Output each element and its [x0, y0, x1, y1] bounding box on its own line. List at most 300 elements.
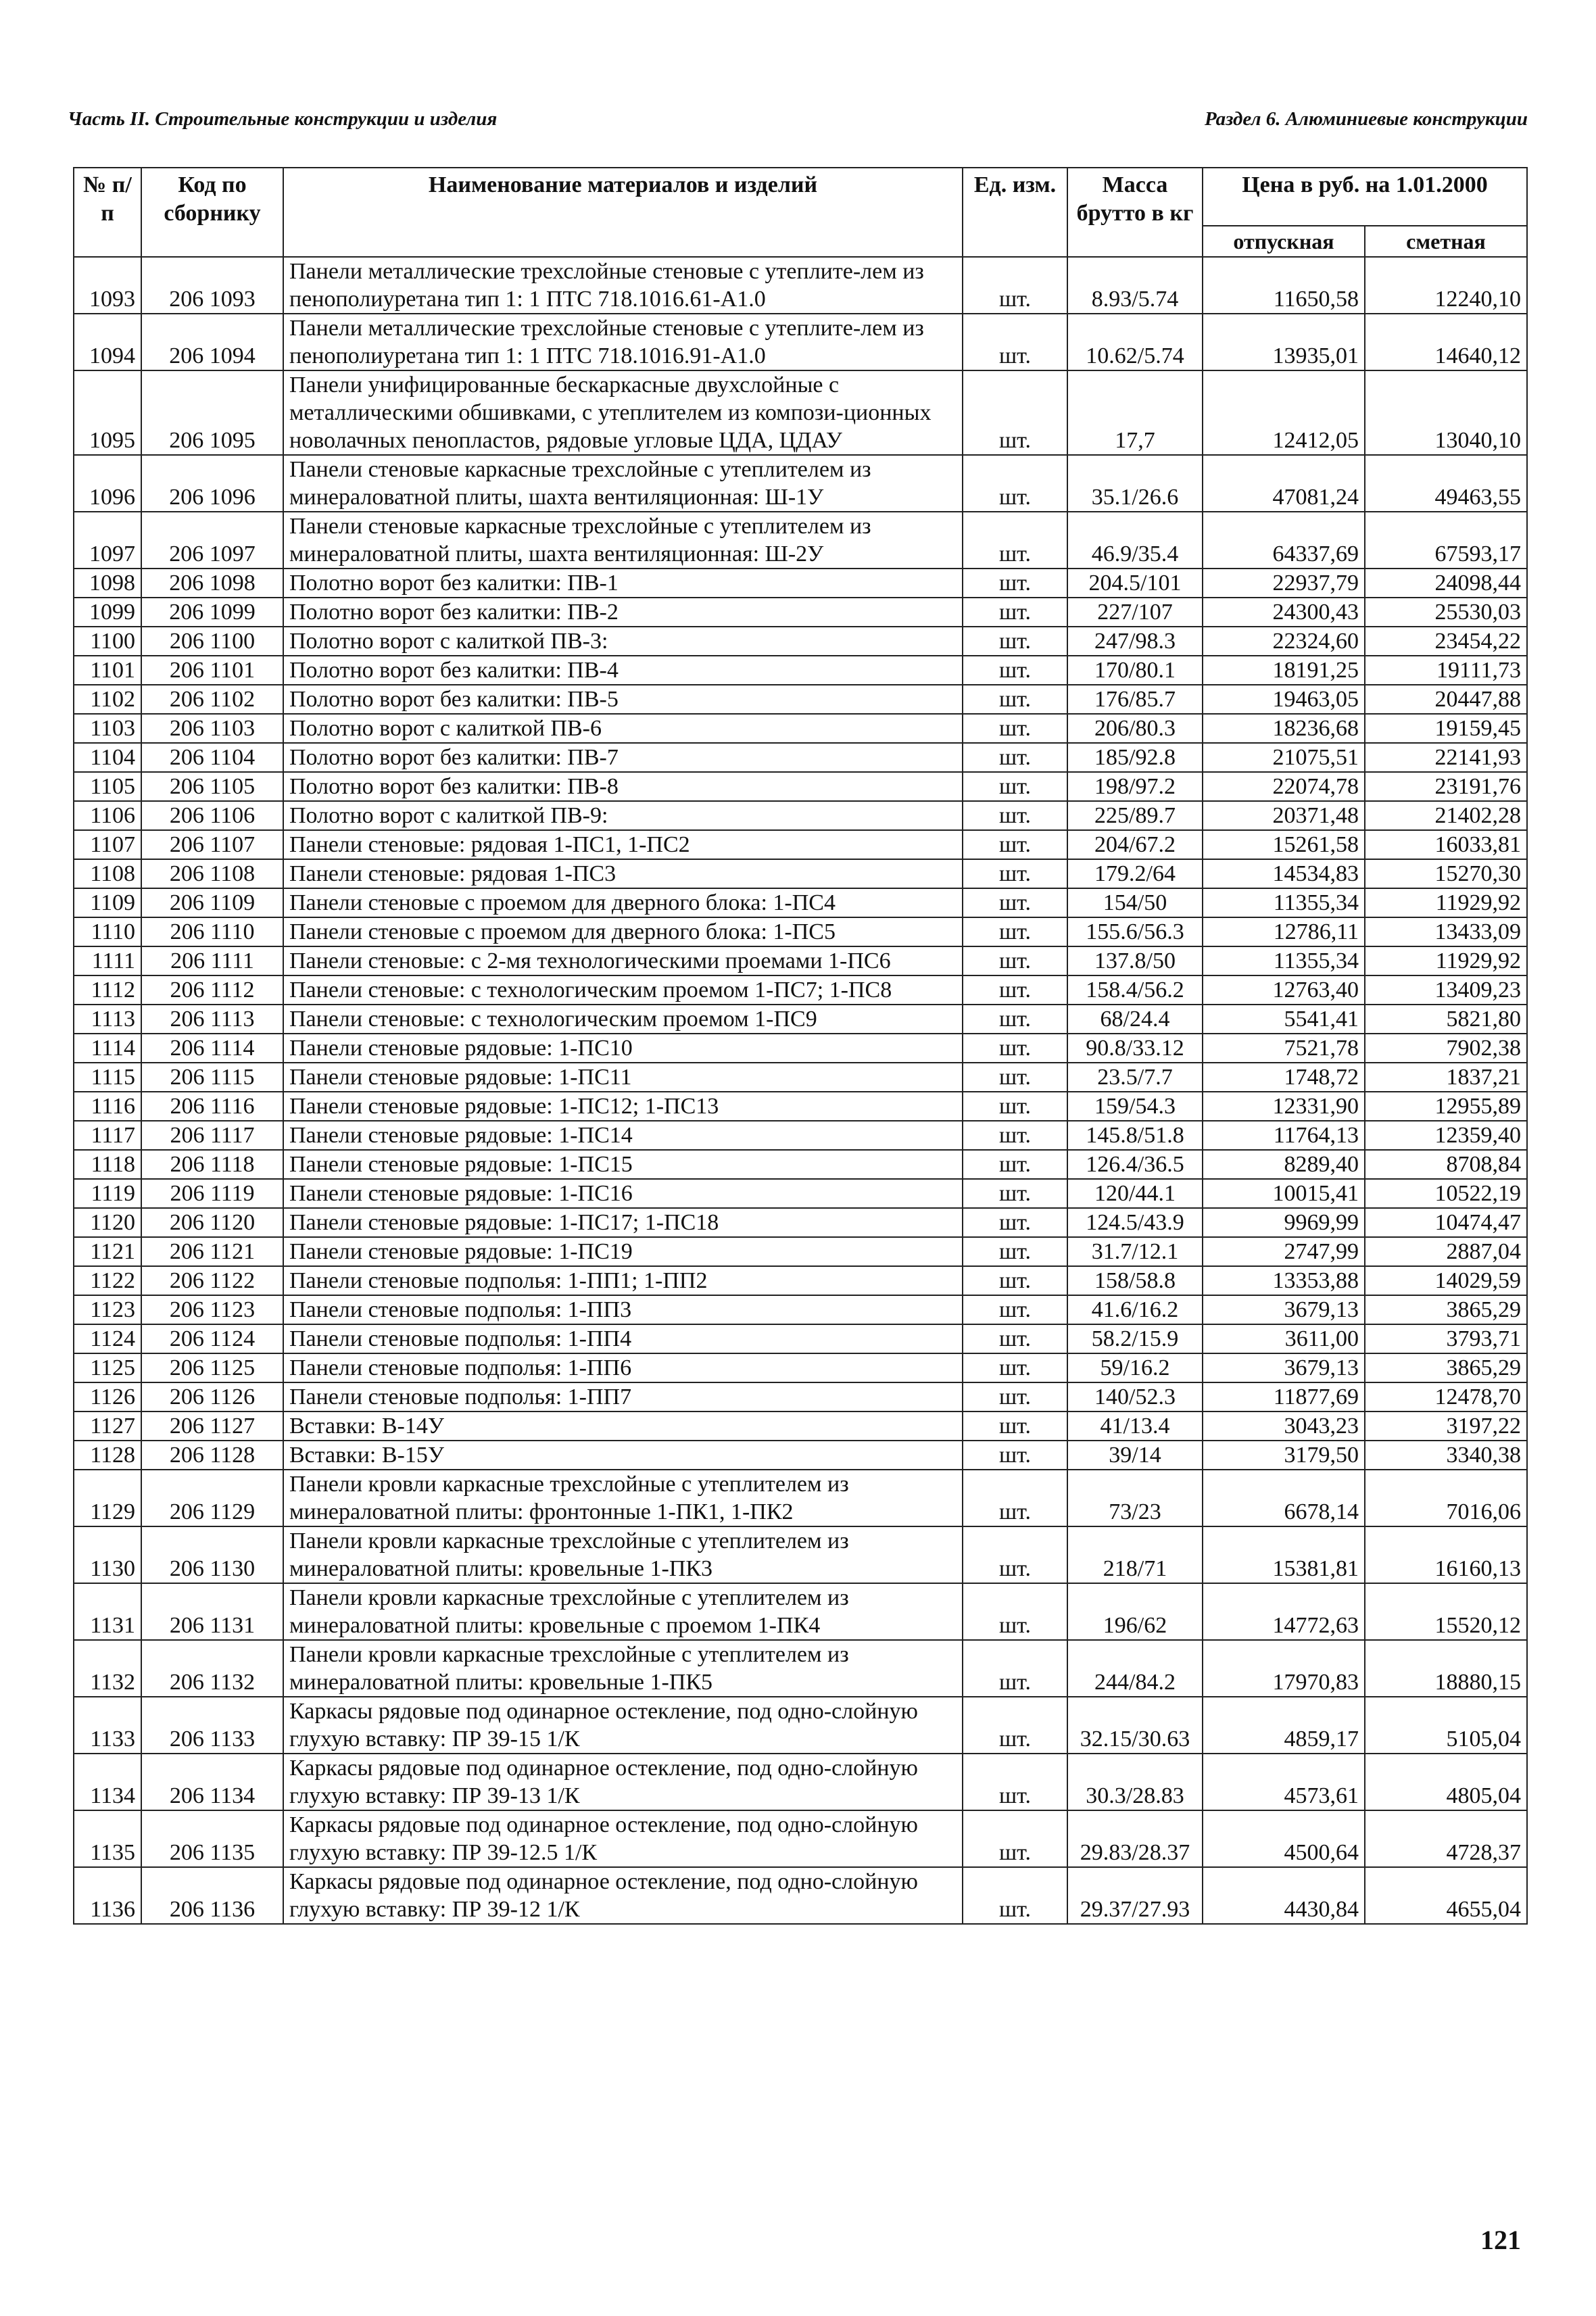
table-row [74, 1324, 1527, 1353]
cell-code: 206 1126 [141, 1382, 283, 1412]
cell-mass: 35.1/26.6 [1067, 455, 1203, 512]
cell-price-estimate: 12359,40 [1365, 1121, 1527, 1150]
cell-price-estimate: 7016,06 [1365, 1470, 1527, 1526]
cell-unit: шт. [963, 1353, 1067, 1382]
cell-num: 1120 [74, 1208, 141, 1237]
cell-unit: шт. [963, 1150, 1067, 1179]
cell-price-estimate: 20447,88 [1365, 685, 1527, 714]
cell-unit: шт. [963, 1754, 1067, 1810]
cell-mass: 244/84.2 [1067, 1640, 1203, 1697]
cell-price-estimate: 8708,84 [1365, 1150, 1527, 1179]
cell-unit: шт. [963, 1441, 1067, 1470]
cell-unit: шт. [963, 512, 1067, 569]
cell-mass: 41/13.4 [1067, 1412, 1203, 1441]
cell-name: Панели стеновые рядовые: 1-ПС10 [283, 1034, 963, 1063]
table-row [74, 859, 1527, 888]
cell-name: Панели стеновые: рядовая 1-ПС3 [283, 859, 963, 888]
cell-num: 1126 [74, 1382, 141, 1412]
cell-price-release: 12412,05 [1203, 370, 1365, 455]
cell-num: 1130 [74, 1526, 141, 1583]
cell-num: 1096 [74, 455, 141, 512]
cell-price-estimate: 3865,29 [1365, 1353, 1527, 1382]
cell-code: 206 1097 [141, 512, 283, 569]
cell-price-release: 11355,34 [1203, 946, 1365, 975]
table-row [74, 1697, 1527, 1754]
table-row [74, 946, 1527, 975]
cell-price-release: 13935,01 [1203, 314, 1365, 370]
table-row [74, 685, 1527, 714]
cell-num: 1102 [74, 685, 141, 714]
cell-name: Панели стеновые рядовые: 1-ПС11 [283, 1063, 963, 1092]
cell-price-release: 3679,13 [1203, 1295, 1365, 1324]
cell-price-estimate: 13409,23 [1365, 975, 1527, 1005]
cell-code: 206 1131 [141, 1583, 283, 1640]
table-row [74, 801, 1527, 830]
cell-price-estimate: 3793,71 [1365, 1324, 1527, 1353]
cell-code: 206 1127 [141, 1412, 283, 1441]
cell-code: 206 1119 [141, 1179, 283, 1208]
cell-unit: шт. [963, 830, 1067, 859]
cell-mass: 29.83/28.37 [1067, 1810, 1203, 1867]
cell-name: Панели стеновые каркасные трехслойные с утеплителем из минераловатной плиты, шахта вентиляционная: Ш-1У [283, 455, 963, 512]
cell-mass: 204/67.2 [1067, 830, 1203, 859]
cell-price-estimate: 10474,47 [1365, 1208, 1527, 1237]
col-header-price: Цена в руб. на 1.01.2000 [1203, 168, 1527, 226]
cell-name: Полотно ворот с калиткой ПВ-3: [283, 627, 963, 656]
cell-price-release: 18191,25 [1203, 656, 1365, 685]
cell-price-estimate: 21402,28 [1365, 801, 1527, 830]
cell-code: 206 1107 [141, 830, 283, 859]
table-row [74, 1208, 1527, 1237]
cell-unit: шт. [963, 801, 1067, 830]
cell-price-estimate: 19111,73 [1365, 656, 1527, 685]
cell-mass: 41.6/16.2 [1067, 1295, 1203, 1324]
cell-unit: шт. [963, 714, 1067, 743]
cell-price-estimate: 16033,81 [1365, 830, 1527, 859]
cell-num: 1116 [74, 1092, 141, 1121]
cell-price-release: 11355,34 [1203, 888, 1365, 917]
cell-price-estimate: 12240,10 [1365, 257, 1527, 314]
running-header [68, 108, 1528, 142]
cell-price-estimate: 15520,12 [1365, 1583, 1527, 1640]
cell-mass: 124.5/43.9 [1067, 1208, 1203, 1237]
cell-mass: 198/97.2 [1067, 772, 1203, 801]
table-row [74, 917, 1527, 946]
cell-mass: 68/24.4 [1067, 1005, 1203, 1034]
cell-price-estimate: 14640,12 [1365, 314, 1527, 370]
cell-num: 1107 [74, 830, 141, 859]
cell-name: Панели стеновые подполья: 1-ПП3 [283, 1295, 963, 1324]
cell-price-release: 1748,72 [1203, 1063, 1365, 1092]
cell-mass: 227/107 [1067, 598, 1203, 627]
cell-code: 206 1106 [141, 801, 283, 830]
cell-name: Панели стеновые каркасные трехслойные с утеплителем из минераловатной плиты, шахта вентиляционная: Ш-2У [283, 512, 963, 569]
cell-unit: шт. [963, 685, 1067, 714]
cell-mass: 159/54.3 [1067, 1092, 1203, 1121]
cell-price-estimate: 13433,09 [1365, 917, 1527, 946]
cell-num: 1114 [74, 1034, 141, 1063]
cell-price-release: 4430,84 [1203, 1867, 1365, 1924]
cell-mass: 218/71 [1067, 1526, 1203, 1583]
cell-price-estimate: 14029,59 [1365, 1266, 1527, 1295]
cell-name: Панели кровли каркасные трехслойные с утеплителем из минераловатной плиты: кровельные 1-ПК3 [283, 1526, 963, 1583]
table-row [74, 1412, 1527, 1441]
cell-code: 206 1136 [141, 1867, 283, 1924]
cell-num: 1103 [74, 714, 141, 743]
cell-name: Полотно ворот с калиткой ПВ-6 [283, 714, 963, 743]
cell-num: 1119 [74, 1179, 141, 1208]
cell-unit: шт. [963, 314, 1067, 370]
cell-unit: шт. [963, 1237, 1067, 1266]
cell-code: 206 1133 [141, 1697, 283, 1754]
table-row [74, 1382, 1527, 1412]
cell-price-release: 12763,40 [1203, 975, 1365, 1005]
table-row [74, 455, 1527, 512]
cell-num: 1106 [74, 801, 141, 830]
cell-mass: 185/92.8 [1067, 743, 1203, 772]
cell-mass: 59/16.2 [1067, 1353, 1203, 1382]
cell-mass: 30.3/28.83 [1067, 1754, 1203, 1810]
cell-num: 1100 [74, 627, 141, 656]
table-row [74, 888, 1527, 917]
cell-unit: шт. [963, 1583, 1067, 1640]
cell-unit: шт. [963, 888, 1067, 917]
header-section-title: Раздел 6. Алюминиевые конструкции [1205, 108, 1528, 130]
cell-code: 206 1109 [141, 888, 283, 917]
cell-code: 206 1115 [141, 1063, 283, 1092]
cell-code: 206 1101 [141, 656, 283, 685]
table-row [74, 627, 1527, 656]
cell-mass: 126.4/36.5 [1067, 1150, 1203, 1179]
cell-name: Панели стеновые с проемом для дверного блока: 1-ПС4 [283, 888, 963, 917]
table-row [74, 1441, 1527, 1470]
cell-code: 206 1108 [141, 859, 283, 888]
cell-price-release: 12331,90 [1203, 1092, 1365, 1121]
cell-price-release: 3043,23 [1203, 1412, 1365, 1441]
cell-price-estimate: 1837,21 [1365, 1063, 1527, 1092]
cell-code: 206 1111 [141, 946, 283, 975]
cell-name: Вставки: В-14У [283, 1412, 963, 1441]
cell-unit: шт. [963, 859, 1067, 888]
cell-name: Полотно ворот без калитки: ПВ-2 [283, 598, 963, 627]
cell-unit: шт. [963, 257, 1067, 314]
cell-code: 206 1121 [141, 1237, 283, 1266]
cell-code: 206 1118 [141, 1150, 283, 1179]
cell-price-release: 3179,50 [1203, 1441, 1365, 1470]
cell-num: 1121 [74, 1237, 141, 1266]
cell-num: 1136 [74, 1867, 141, 1924]
cell-code: 206 1125 [141, 1353, 283, 1382]
cell-price-release: 12786,11 [1203, 917, 1365, 946]
cell-mass: 29.37/27.93 [1067, 1867, 1203, 1924]
cell-name: Панели стеновые рядовые: 1-ПС15 [283, 1150, 963, 1179]
cell-unit: шт. [963, 1063, 1067, 1092]
cell-name: Панели стеновые рядовые: 1-ПС16 [283, 1179, 963, 1208]
cell-price-release: 14772,63 [1203, 1583, 1365, 1640]
table-row [74, 1179, 1527, 1208]
table-row [74, 656, 1527, 685]
cell-price-estimate: 49463,55 [1365, 455, 1527, 512]
cell-unit: шт. [963, 1324, 1067, 1353]
table-row [74, 1295, 1527, 1324]
cell-mass: 155.6/56.3 [1067, 917, 1203, 946]
cell-price-estimate: 10522,19 [1365, 1179, 1527, 1208]
cell-unit: шт. [963, 917, 1067, 946]
cell-unit: шт. [963, 1697, 1067, 1754]
cell-code: 206 1103 [141, 714, 283, 743]
cell-mass: 140/52.3 [1067, 1382, 1203, 1412]
cell-num: 1104 [74, 743, 141, 772]
cell-code: 206 1124 [141, 1324, 283, 1353]
cell-price-release: 4859,17 [1203, 1697, 1365, 1754]
cell-code: 206 1132 [141, 1640, 283, 1697]
cell-unit: шт. [963, 1382, 1067, 1412]
cell-mass: 90.8/33.12 [1067, 1034, 1203, 1063]
cell-code: 206 1117 [141, 1121, 283, 1150]
cell-name: Панели унифицированные бескаркасные двухслойные с металлическими обшивками, с утеплителем из компози-ционных новолачных пенопластов, рядовые угловые ЦДА, ЦДАУ [283, 370, 963, 455]
cell-price-release: 11764,13 [1203, 1121, 1365, 1150]
cell-num: 1097 [74, 512, 141, 569]
table-row [74, 714, 1527, 743]
cell-unit: шт. [963, 656, 1067, 685]
cell-code: 206 1100 [141, 627, 283, 656]
cell-code: 206 1120 [141, 1208, 283, 1237]
table-row [74, 1121, 1527, 1150]
cell-price-estimate: 11929,92 [1365, 888, 1527, 917]
table-row [74, 975, 1527, 1005]
cell-price-estimate: 11929,92 [1365, 946, 1527, 975]
cell-unit: шт. [963, 772, 1067, 801]
cell-unit: шт. [963, 1412, 1067, 1441]
cell-name: Панели стеновые подполья: 1-ПП6 [283, 1353, 963, 1382]
table-row [74, 1237, 1527, 1266]
table-row [74, 1005, 1527, 1034]
cell-code: 206 1093 [141, 257, 283, 314]
col-header-mass: Масса брутто в кг [1067, 168, 1203, 257]
cell-unit: шт. [963, 1092, 1067, 1121]
cell-mass: 225/89.7 [1067, 801, 1203, 830]
cell-price-release: 2747,99 [1203, 1237, 1365, 1266]
cell-price-estimate: 18880,15 [1365, 1640, 1527, 1697]
cell-unit: шт. [963, 1810, 1067, 1867]
cell-code: 206 1122 [141, 1266, 283, 1295]
cell-code: 206 1129 [141, 1470, 283, 1526]
table-row [74, 1810, 1527, 1867]
cell-price-release: 8289,40 [1203, 1150, 1365, 1179]
cell-code: 206 1110 [141, 917, 283, 946]
cell-price-estimate: 3865,29 [1365, 1295, 1527, 1324]
cell-num: 1098 [74, 569, 141, 598]
cell-name: Панели стеновые подполья: 1-ПП1; 1-ПП2 [283, 1266, 963, 1295]
cell-num: 1093 [74, 257, 141, 314]
cell-code: 206 1123 [141, 1295, 283, 1324]
table-body [74, 257, 1527, 1924]
cell-mass: 137.8/50 [1067, 946, 1203, 975]
cell-name: Панели металлические трехслойные стеновые с утеплите-лем из пенополиуретана тип 1: 1 ПТС 718.1016.61-А1.0 [283, 257, 963, 314]
cell-mass: 46.9/35.4 [1067, 512, 1203, 569]
col-header-unit: Ед. изм. [963, 168, 1067, 257]
table-row [74, 1150, 1527, 1179]
table-row [74, 1266, 1527, 1295]
cell-price-release: 5541,41 [1203, 1005, 1365, 1034]
cell-price-estimate: 24098,44 [1365, 569, 1527, 598]
cell-unit: шт. [963, 1295, 1067, 1324]
cell-num: 1134 [74, 1754, 141, 1810]
table-row [74, 1640, 1527, 1697]
table-row [74, 1470, 1527, 1526]
table-row [74, 1754, 1527, 1810]
cell-name: Панели стеновые: с технологическим проемом 1-ПС7; 1-ПС8 [283, 975, 963, 1005]
cell-name: Панели стеновые с проемом для дверного блока: 1-ПС5 [283, 917, 963, 946]
cell-price-release: 15261,58 [1203, 830, 1365, 859]
cell-num: 1105 [74, 772, 141, 801]
cell-price-release: 64337,69 [1203, 512, 1365, 569]
cell-num: 1110 [74, 917, 141, 946]
cell-price-release: 14534,83 [1203, 859, 1365, 888]
cell-num: 1112 [74, 975, 141, 1005]
cell-mass: 73/23 [1067, 1470, 1203, 1526]
cell-mass: 39/14 [1067, 1441, 1203, 1470]
table-row [74, 1526, 1527, 1583]
cell-unit: шт. [963, 1526, 1067, 1583]
cell-price-release: 13353,88 [1203, 1266, 1365, 1295]
cell-name: Полотно ворот без калитки: ПВ-1 [283, 569, 963, 598]
cell-price-estimate: 5105,04 [1365, 1697, 1527, 1754]
table-row [74, 772, 1527, 801]
cell-code: 206 1096 [141, 455, 283, 512]
cell-name: Полотно ворот без калитки: ПВ-7 [283, 743, 963, 772]
cell-price-release: 22074,78 [1203, 772, 1365, 801]
cell-mass: 170/80.1 [1067, 656, 1203, 685]
cell-price-release: 3611,00 [1203, 1324, 1365, 1353]
table-row [74, 569, 1527, 598]
cell-price-estimate: 4655,04 [1365, 1867, 1527, 1924]
cell-price-release: 22324,60 [1203, 627, 1365, 656]
cell-mass: 206/80.3 [1067, 714, 1203, 743]
cell-price-estimate: 3340,38 [1365, 1441, 1527, 1470]
cell-code: 206 1094 [141, 314, 283, 370]
cell-num: 1094 [74, 314, 141, 370]
cell-name: Панели стеновые: с 2-мя технологическими проемами 1-ПС6 [283, 946, 963, 975]
table-row [74, 1867, 1527, 1924]
cell-mass: 10.62/5.74 [1067, 314, 1203, 370]
cell-price-estimate: 22141,93 [1365, 743, 1527, 772]
table-row [74, 1092, 1527, 1121]
col-header-price-release: отпускная [1203, 226, 1365, 257]
cell-code: 206 1104 [141, 743, 283, 772]
cell-name: Панели металлические трехслойные стеновые с утеплите-лем из пенополиуретана тип 1: 1 ПТС 718.1016.91-А1.0 [283, 314, 963, 370]
cell-price-estimate: 13040,10 [1365, 370, 1527, 455]
cell-num: 1124 [74, 1324, 141, 1353]
cell-price-release: 10015,41 [1203, 1179, 1365, 1208]
cell-price-release: 6678,14 [1203, 1470, 1365, 1526]
cell-name: Каркасы рядовые под одинарное остекление, под одно-слойную глухую вставку: ПР 39-13 1/К [283, 1754, 963, 1810]
cell-name: Каркасы рядовые под одинарное остекление, под одно-слойную глухую вставку: ПР 39-12.5 1/К [283, 1810, 963, 1867]
cell-price-estimate: 3197,22 [1365, 1412, 1527, 1441]
cell-unit: шт. [963, 1034, 1067, 1063]
cell-code: 206 1114 [141, 1034, 283, 1063]
cell-price-release: 4573,61 [1203, 1754, 1365, 1810]
page-number: 121 [1480, 2225, 1521, 2255]
cell-mass: 145.8/51.8 [1067, 1121, 1203, 1150]
cell-num: 1132 [74, 1640, 141, 1697]
table-row [74, 370, 1527, 455]
cell-price-release: 47081,24 [1203, 455, 1365, 512]
cell-code: 206 1116 [141, 1092, 283, 1121]
cell-code: 206 1112 [141, 975, 283, 1005]
cell-unit: шт. [963, 1208, 1067, 1237]
cell-mass: 32.15/30.63 [1067, 1697, 1203, 1754]
cell-price-estimate: 4728,37 [1365, 1810, 1527, 1867]
cell-num: 1113 [74, 1005, 141, 1034]
cell-name: Панели стеновые подполья: 1-ПП4 [283, 1324, 963, 1353]
cell-code: 206 1128 [141, 1441, 283, 1470]
cell-name: Панели стеновые рядовые: 1-ПС17; 1-ПС18 [283, 1208, 963, 1237]
table-row [74, 830, 1527, 859]
cell-name: Панели кровли каркасные трехслойные с утеплителем из минераловатной плиты: кровельные 1-ПК5 [283, 1640, 963, 1697]
cell-name: Панели стеновые рядовые: 1-ПС19 [283, 1237, 963, 1266]
cell-code: 206 1098 [141, 569, 283, 598]
cell-num: 1133 [74, 1697, 141, 1754]
cell-mass: 120/44.1 [1067, 1179, 1203, 1208]
cell-price-release: 4500,64 [1203, 1810, 1365, 1867]
cell-name: Полотно ворот с калиткой ПВ-9: [283, 801, 963, 830]
cell-num: 1129 [74, 1470, 141, 1526]
cell-price-release: 21075,51 [1203, 743, 1365, 772]
cell-unit: шт. [963, 627, 1067, 656]
cell-price-release: 24300,43 [1203, 598, 1365, 627]
cell-num: 1115 [74, 1063, 141, 1092]
cell-price-estimate: 12955,89 [1365, 1092, 1527, 1121]
cell-num: 1101 [74, 656, 141, 685]
cell-price-release: 18236,68 [1203, 714, 1365, 743]
cell-name: Панели стеновые рядовые: 1-ПС14 [283, 1121, 963, 1150]
cell-price-release: 11650,58 [1203, 257, 1365, 314]
header-part-title: Часть II. Строительные конструкции и изделия [68, 108, 498, 130]
cell-name: Полотно ворот без калитки: ПВ-5 [283, 685, 963, 714]
cell-num: 1127 [74, 1412, 141, 1441]
cell-num: 1109 [74, 888, 141, 917]
table-row [74, 314, 1527, 370]
cell-unit: шт. [963, 455, 1067, 512]
cell-price-estimate: 16160,13 [1365, 1526, 1527, 1583]
cell-code: 206 1113 [141, 1005, 283, 1034]
cell-price-release: 11877,69 [1203, 1382, 1365, 1412]
cell-num: 1118 [74, 1150, 141, 1179]
cell-num: 1122 [74, 1266, 141, 1295]
cell-num: 1123 [74, 1295, 141, 1324]
cell-mass: 58.2/15.9 [1067, 1324, 1203, 1353]
cell-mass: 176/85.7 [1067, 685, 1203, 714]
table-row [74, 257, 1527, 314]
cell-num: 1095 [74, 370, 141, 455]
cell-num: 1108 [74, 859, 141, 888]
cell-name: Панели стеновые рядовые: 1-ПС12; 1-ПС13 [283, 1092, 963, 1121]
cell-name: Полотно ворот без калитки: ПВ-8 [283, 772, 963, 801]
cell-mass: 158.4/56.2 [1067, 975, 1203, 1005]
cell-unit: шт. [963, 1640, 1067, 1697]
cell-mass: 23.5/7.7 [1067, 1063, 1203, 1092]
cell-name: Каркасы рядовые под одинарное остекление, под одно-слойную глухую вставку: ПР 39-15 1/К [283, 1697, 963, 1754]
table-row [74, 1063, 1527, 1092]
cell-num: 1117 [74, 1121, 141, 1150]
cell-mass: 31.7/12.1 [1067, 1237, 1203, 1266]
table-row [74, 1353, 1527, 1382]
cell-price-estimate: 7902,38 [1365, 1034, 1527, 1063]
cell-mass: 158/58.8 [1067, 1266, 1203, 1295]
cell-price-estimate: 23454,22 [1365, 627, 1527, 656]
cell-unit: шт. [963, 1266, 1067, 1295]
